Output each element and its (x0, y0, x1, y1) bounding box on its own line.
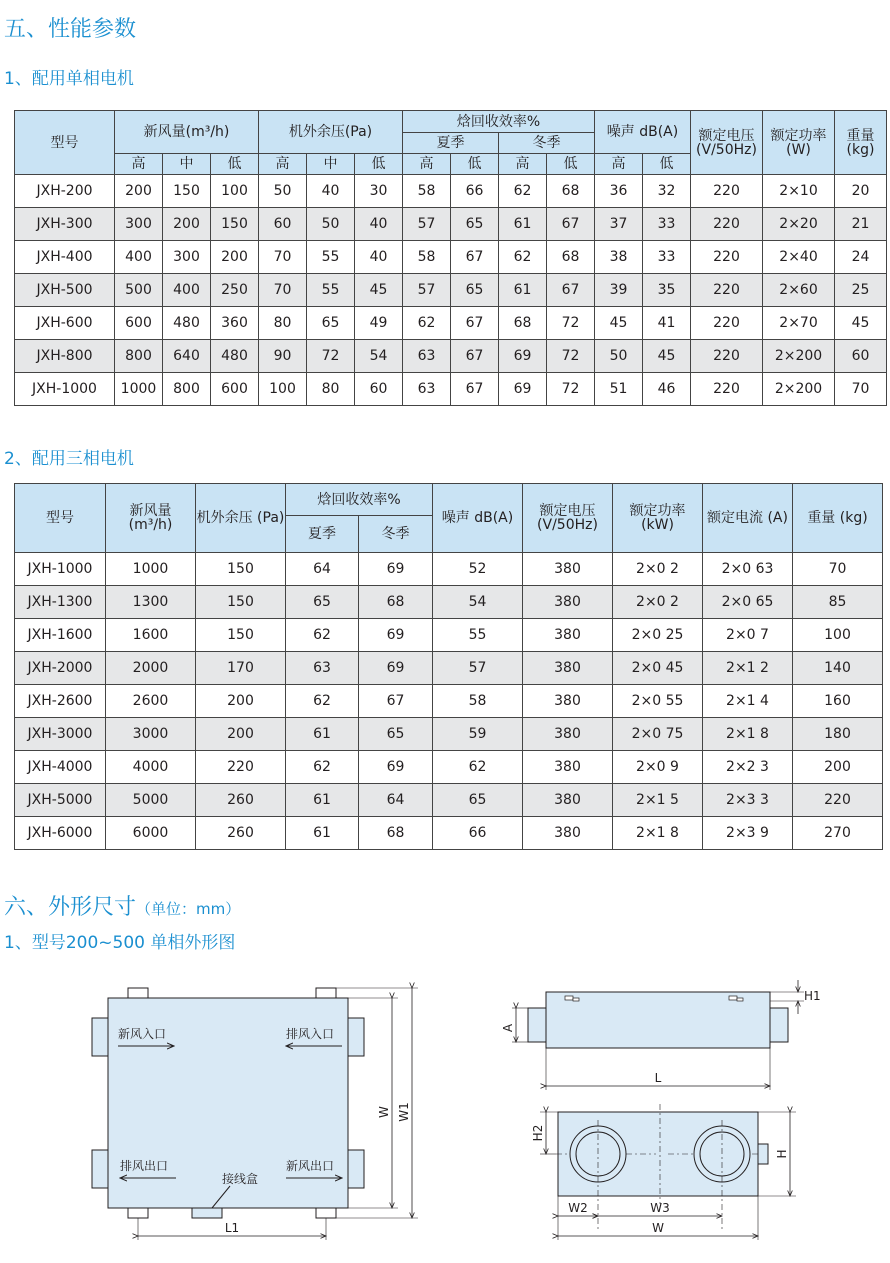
plan-view (92, 988, 418, 1240)
table-cell: 1000 (115, 373, 163, 406)
table-cell: 69 (499, 373, 547, 406)
table-cell: 65 (433, 784, 523, 817)
table-cell: 62 (433, 751, 523, 784)
table-cell: 37 (595, 208, 643, 241)
table-cell: 220 (691, 373, 763, 406)
table-cell: 2×200 (763, 340, 835, 373)
table-cell: 39 (595, 274, 643, 307)
t1-header-pressure: 机外余压(Pa) (259, 111, 403, 154)
table-cell: 800 (163, 373, 211, 406)
table-cell: 640 (163, 340, 211, 373)
table-cell: 2×0 65 (703, 586, 793, 619)
t2-header-voltage: 额定电压 (V/50Hz) (523, 484, 613, 553)
table-cell: 100 (793, 619, 883, 652)
table-cell: 1000 (106, 553, 196, 586)
table-cell: 30 (355, 175, 403, 208)
table-cell: 400 (115, 241, 163, 274)
dim-w2: W2 (568, 1201, 588, 1215)
table-cell: 64 (359, 784, 433, 817)
table-cell: 50 (595, 340, 643, 373)
table-cell: 61 (286, 817, 359, 850)
table-cell: 2600 (106, 685, 196, 718)
table-cell: 2×0 7 (703, 619, 793, 652)
table-cell: 50 (259, 175, 307, 208)
dim-a: A (501, 1023, 515, 1033)
table-cell: 380 (523, 619, 613, 652)
section6-title-text: 六、外形尺寸 (4, 895, 137, 920)
table-cell: 33 (643, 208, 691, 241)
table-cell: 200 (211, 241, 259, 274)
table-cell: 2×200 (763, 373, 835, 406)
table-cell: 2×10 (763, 175, 835, 208)
table-cell: JXH-1600 (15, 619, 106, 652)
table-cell: 380 (523, 586, 613, 619)
table-cell: 61 (499, 208, 547, 241)
table-cell: 380 (523, 751, 613, 784)
t1-header-efficiency: 焓回收效率% (403, 111, 595, 133)
table-cell: 500 (115, 274, 163, 307)
table-cell: 200 (196, 718, 286, 751)
table-cell: 2×0 45 (613, 652, 703, 685)
table-cell: JXH-2000 (15, 652, 106, 685)
table-cell: 220 (691, 274, 763, 307)
duct-stub (528, 1008, 546, 1042)
table-cell: 20 (835, 175, 887, 208)
dim-w: W (377, 1106, 391, 1118)
table-cell: JXH-5000 (15, 784, 106, 817)
table-cell: 200 (163, 208, 211, 241)
table-cell: JXH-200 (15, 175, 115, 208)
table-cell: 2×20 (763, 208, 835, 241)
end-view (531, 1104, 796, 1240)
table-cell: 58 (403, 175, 451, 208)
table-cell: 38 (595, 241, 643, 274)
table-cell: 200 (793, 751, 883, 784)
t2-header-summer: 夏季 (286, 516, 359, 553)
t1-header-winter: 冬季 (499, 133, 595, 154)
table-cell: 36 (595, 175, 643, 208)
table-cell: 60 (259, 208, 307, 241)
table-cell: JXH-400 (15, 241, 115, 274)
table-cell: 69 (359, 619, 433, 652)
t1-header-weight: 重量 (kg) (835, 111, 887, 175)
table-cell: 220 (691, 175, 763, 208)
table-cell: 62 (499, 241, 547, 274)
table-cell: 2000 (106, 652, 196, 685)
table-cell: 100 (211, 175, 259, 208)
table-cell: 25 (835, 274, 887, 307)
elevation-body (546, 992, 770, 1048)
table-cell: JXH-4000 (15, 751, 106, 784)
duct-stub (348, 1150, 364, 1188)
table-cell: 69 (359, 751, 433, 784)
table-cell: 65 (307, 307, 355, 340)
label-exhaust-in: 排风入口 (286, 1027, 335, 1041)
table-cell: 70 (259, 274, 307, 307)
table-cell: 300 (115, 208, 163, 241)
table-cell: 69 (499, 340, 547, 373)
table-cell: 220 (691, 307, 763, 340)
dim-l: L (654, 1071, 662, 1085)
table-cell: 3000 (106, 718, 196, 751)
table-cell: 2×0 55 (613, 685, 703, 718)
table-cell: 80 (307, 373, 355, 406)
table-cell: 180 (793, 718, 883, 751)
table-cell: 2×3 3 (703, 784, 793, 817)
t1-header-noise: 噪声 dB(A) (595, 111, 691, 154)
mount-tab (316, 1208, 336, 1218)
table-cell: JXH-1000 (15, 553, 106, 586)
table-cell: 60 (835, 340, 887, 373)
table-cell: 220 (196, 751, 286, 784)
table-cell: JXH-600 (15, 307, 115, 340)
table-cell: 80 (259, 307, 307, 340)
table-cell: 260 (196, 784, 286, 817)
table-cell: JXH-6000 (15, 817, 106, 850)
table-cell: 63 (403, 340, 451, 373)
t1-header-low: 低 (355, 154, 403, 175)
table-cell: 5000 (106, 784, 196, 817)
section6-unit: （单位：mm） (136, 900, 241, 918)
table-cell: 40 (355, 241, 403, 274)
dim-h2: H2 (531, 1124, 545, 1142)
table-cell: 67 (451, 340, 499, 373)
table-cell: 85 (793, 586, 883, 619)
table-cell: 2×1 5 (613, 784, 703, 817)
table-cell: 4000 (106, 751, 196, 784)
table-cell: 61 (286, 718, 359, 751)
table-cell: 64 (286, 553, 359, 586)
table-cell: 60 (355, 373, 403, 406)
table-cell: 380 (523, 817, 613, 850)
t2-header-airflow: 新风量 (m³/h) (106, 484, 196, 553)
table-cell: 140 (793, 652, 883, 685)
table-cell: 6000 (106, 817, 196, 850)
t1-header-airflow: 新风量(m³/h) (115, 111, 259, 154)
table-cell: 600 (211, 373, 259, 406)
t2-header-power: 额定功率 (kW) (613, 484, 703, 553)
table-cell: 170 (196, 652, 286, 685)
label-fresh-in: 新风入口 (118, 1027, 167, 1041)
t1-header-high: 高 (403, 154, 451, 175)
t1-header-high: 高 (259, 154, 307, 175)
table-cell: 69 (359, 652, 433, 685)
table-cell: 2×0 75 (613, 718, 703, 751)
t1-header-low: 低 (211, 154, 259, 175)
table-cell: 32 (643, 175, 691, 208)
table-cell: 55 (307, 241, 355, 274)
table-cell: 380 (523, 553, 613, 586)
table-cell: 67 (359, 685, 433, 718)
table-cell: 2×1 4 (703, 685, 793, 718)
table-cell: 62 (286, 685, 359, 718)
dim-w3: W3 (650, 1201, 670, 1215)
table-cell: 65 (451, 208, 499, 241)
table-cell: 54 (433, 586, 523, 619)
table-cell: JXH-2600 (15, 685, 106, 718)
table-cell: JXH-3000 (15, 718, 106, 751)
table-cell: 45 (595, 307, 643, 340)
table-cell: 68 (547, 175, 595, 208)
t1-header-power: 额定功率 (W) (763, 111, 835, 175)
table-cell: 220 (691, 241, 763, 274)
table-cell: 380 (523, 784, 613, 817)
table-cell: 57 (433, 652, 523, 685)
table-cell: 58 (433, 685, 523, 718)
table-cell: 63 (286, 652, 359, 685)
duct-stub (92, 1150, 108, 1188)
table-cell: 45 (835, 307, 887, 340)
table-cell: 100 (259, 373, 307, 406)
table-cell: 46 (643, 373, 691, 406)
table-cell: 62 (286, 619, 359, 652)
sub3-title: 1、型号200~500 单相外形图 (4, 933, 236, 953)
t1-header-low: 低 (451, 154, 499, 175)
table-cell: 67 (547, 274, 595, 307)
label-exhaust-out: 排风出口 (120, 1159, 169, 1173)
t1-header-model: 型号 (15, 111, 115, 175)
t2-header-weight: 重量 (kg) (793, 484, 883, 553)
table-cell: 66 (451, 175, 499, 208)
table-cell: JXH-800 (15, 340, 115, 373)
table-cell: 50 (307, 208, 355, 241)
table-cell: 70 (259, 241, 307, 274)
table-cell: 68 (547, 241, 595, 274)
table-cell: 2×1 8 (703, 718, 793, 751)
side-elevation (501, 980, 821, 1090)
duct-stub (348, 1018, 364, 1056)
table-cell: 1300 (106, 586, 196, 619)
table-cell: 72 (547, 307, 595, 340)
table-cell: 220 (691, 208, 763, 241)
table-cell: 72 (307, 340, 355, 373)
table-cell: 2×0 63 (703, 553, 793, 586)
table-cell: 45 (355, 274, 403, 307)
duct-stub (770, 1008, 788, 1042)
table-cell: 150 (211, 208, 259, 241)
table-cell: 49 (355, 307, 403, 340)
table-cell: 67 (451, 373, 499, 406)
table-cell: 41 (643, 307, 691, 340)
table-cell: 220 (793, 784, 883, 817)
table-cell: 72 (547, 373, 595, 406)
table-cell: 150 (163, 175, 211, 208)
table-cell: 150 (196, 586, 286, 619)
table-cell: 70 (835, 373, 887, 406)
t1-header-low: 低 (643, 154, 691, 175)
table-cell: 68 (359, 586, 433, 619)
table-cell: 380 (523, 652, 613, 685)
t2-header-current: 额定电流 (A) (703, 484, 793, 553)
table-cell: 45 (643, 340, 691, 373)
table-cell: 35 (643, 274, 691, 307)
table-cell: 380 (523, 685, 613, 718)
t1-header-mid: 中 (163, 154, 211, 175)
table-cell: 270 (793, 817, 883, 850)
table-cell: 70 (793, 553, 883, 586)
table-cell: 2×0 25 (613, 619, 703, 652)
table-cell: 68 (499, 307, 547, 340)
table-cell: 600 (115, 307, 163, 340)
table-cell: 65 (286, 586, 359, 619)
label-fresh-out: 新风出口 (286, 1159, 335, 1173)
table-cell: 2×0 2 (613, 553, 703, 586)
t2-header-noise: 噪声 dB(A) (433, 484, 523, 553)
table-cell: 67 (451, 307, 499, 340)
table-cell: 67 (451, 241, 499, 274)
table-cell: JXH-500 (15, 274, 115, 307)
t1-header-summer: 夏季 (403, 133, 499, 154)
table-cell: 150 (196, 553, 286, 586)
table-cell: 62 (403, 307, 451, 340)
t1-header-high: 高 (595, 154, 643, 175)
table-cell: 33 (643, 241, 691, 274)
mount-tab (128, 988, 148, 998)
t1-header-high: 高 (499, 154, 547, 175)
dim-w-end: W (652, 1221, 664, 1235)
table-cell: 57 (403, 208, 451, 241)
t2-header-winter: 冬季 (359, 516, 433, 553)
table-cell: 380 (523, 718, 613, 751)
sub1-title: 1、配用单相电机 (4, 69, 134, 89)
dim-w1: W1 (397, 1102, 411, 1122)
table-cell: 62 (499, 175, 547, 208)
table-cell: 65 (451, 274, 499, 307)
table-cell: 57 (403, 274, 451, 307)
table-cell: 90 (259, 340, 307, 373)
dim-h1: H1 (804, 989, 821, 1003)
table-cell: 480 (211, 340, 259, 373)
duct-stub (92, 1018, 108, 1056)
table-cell: 65 (359, 718, 433, 751)
table-cell: 72 (547, 340, 595, 373)
table-cell: JXH-1000 (15, 373, 115, 406)
table-cell: 220 (691, 340, 763, 373)
mount-tab (316, 988, 336, 998)
table-cell: 200 (196, 685, 286, 718)
table-cell: 2×1 2 (703, 652, 793, 685)
table-cell: 2×1 8 (613, 817, 703, 850)
t1-header-high: 高 (115, 154, 163, 175)
table-cell: 21 (835, 208, 887, 241)
table-cell: 2×0 2 (613, 586, 703, 619)
table-cell: 66 (433, 817, 523, 850)
label-junction-box: 接线盒 (222, 1172, 259, 1186)
junction-box-shape (192, 1208, 222, 1218)
table-cell: 300 (163, 241, 211, 274)
table-cell: 160 (793, 685, 883, 718)
t1-header-low: 低 (547, 154, 595, 175)
sub2-title: 2、配用三相电机 (4, 449, 134, 469)
table-cell: JXH-300 (15, 208, 115, 241)
table-cell: 260 (196, 817, 286, 850)
table-cell: 61 (499, 274, 547, 307)
table-cell: 360 (211, 307, 259, 340)
t2-header-pressure: 机外余压 (Pa) (196, 484, 286, 553)
table-cell: 250 (211, 274, 259, 307)
table-cell: 2×60 (763, 274, 835, 307)
table-cell: 2×2 3 (703, 751, 793, 784)
table-cell: 69 (359, 553, 433, 586)
table-cell: 480 (163, 307, 211, 340)
dim-l1: L1 (224, 1221, 240, 1235)
table-cell: 40 (355, 208, 403, 241)
mount-tab (128, 1208, 148, 1218)
table-cell: 2×3 9 (703, 817, 793, 850)
table-cell: 800 (115, 340, 163, 373)
table-cell: 1600 (106, 619, 196, 652)
table-cell: 67 (547, 208, 595, 241)
table-cell: 2×0 9 (613, 751, 703, 784)
dim-h: H (775, 1149, 789, 1159)
table-cell: 51 (595, 373, 643, 406)
table-cell: 24 (835, 241, 887, 274)
table-cell: 40 (307, 175, 355, 208)
table-cell: 400 (163, 274, 211, 307)
t1-header-mid: 中 (307, 154, 355, 175)
t2-header-model: 型号 (15, 484, 106, 553)
table-cell: 150 (196, 619, 286, 652)
section5-title: 五、性能参数 (4, 17, 137, 42)
table-cell: 59 (433, 718, 523, 751)
table-cell: 68 (359, 817, 433, 850)
table-cell: 55 (307, 274, 355, 307)
table-cell: 54 (355, 340, 403, 373)
t1-header-voltage: 额定电压 (V/50Hz) (691, 111, 763, 175)
table-cell: 2×40 (763, 241, 835, 274)
table-cell: 2×70 (763, 307, 835, 340)
table-cell: 63 (403, 373, 451, 406)
table-cell: 55 (433, 619, 523, 652)
table-cell: JXH-1300 (15, 586, 106, 619)
table-cell: 61 (286, 784, 359, 817)
t2-header-efficiency: 焓回收效率% (286, 484, 433, 516)
table-cell: 52 (433, 553, 523, 586)
table-cell: 62 (286, 751, 359, 784)
table-cell: 58 (403, 241, 451, 274)
table-cell: 200 (115, 175, 163, 208)
